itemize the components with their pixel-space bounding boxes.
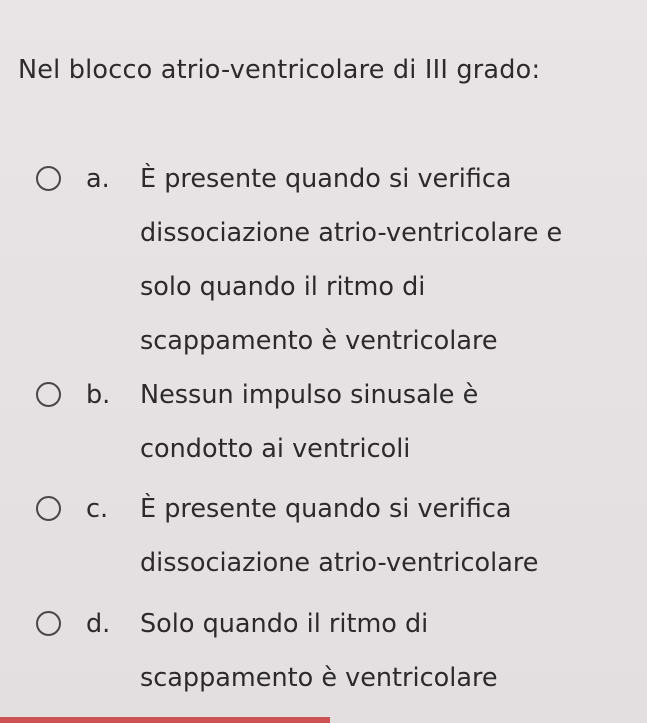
option-c-line-2: dissociazione atrio-ventricolare <box>140 548 539 578</box>
option-c-line-1: È presente quando si verifica <box>140 494 512 524</box>
option-letter-c: c. <box>86 494 109 524</box>
option-d-line-1: Solo quando il ritmo di <box>140 609 429 639</box>
radio-button-d[interactable] <box>36 611 61 636</box>
option-b-line-1: Nessun impulso sinusale è <box>140 380 479 410</box>
option-d-line-2: scappamento è ventricolare <box>140 663 498 693</box>
radio-button-b[interactable] <box>36 382 61 407</box>
question-text: Nel blocco atrio-ventricolare di III grado: <box>18 55 541 85</box>
option-text-d <box>140 597 640 705</box>
option-text-a <box>140 152 640 368</box>
option-a-line-2: dissociazione atrio-ventricolare e <box>140 218 563 248</box>
radio-button-c[interactable] <box>36 496 61 521</box>
radio-button-a[interactable] <box>36 166 61 191</box>
option-a-line-3: solo quando il ritmo di <box>140 272 426 302</box>
option-b-line-2: condotto ai ventricoli <box>140 434 411 464</box>
option-letter-d: d. <box>86 609 111 639</box>
option-letter-a: a. <box>86 164 110 194</box>
option-a-line-4: scappamento è ventricolare <box>140 326 498 356</box>
option-letter-b: b. <box>86 380 111 410</box>
bottom-accent-bar <box>0 717 330 723</box>
option-text-c <box>140 482 640 590</box>
option-text-b <box>140 368 640 476</box>
option-a-line-1: È presente quando si verifica <box>140 164 512 194</box>
